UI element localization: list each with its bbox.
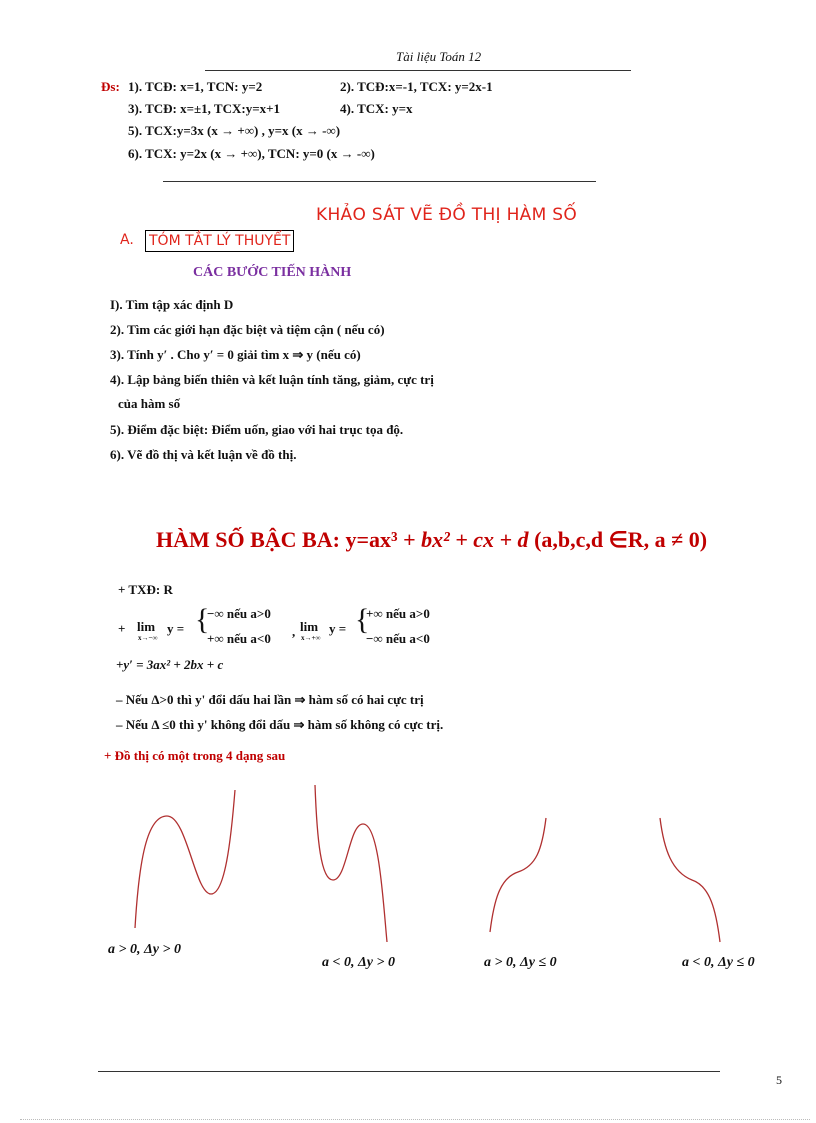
lim-left-y: y = (167, 621, 185, 636)
cubic-title: HÀM SỐ BẬC BA: y=ax³ + bx² + cx + d (a,b,c,d ∈R, a ≠ 0) (156, 527, 708, 552)
lim-left-sub: x→−∞ (138, 634, 158, 642)
cubic-graph-2 (305, 780, 395, 950)
graph-caption-2: a < 0, Δy > 0 (322, 955, 395, 970)
header-rule (205, 70, 631, 71)
cubic-graph-1 (125, 780, 245, 940)
domain-line: + TXĐ: R (118, 582, 173, 597)
lim-comma: , (292, 624, 296, 639)
curve-a-neg-no-extrema (660, 818, 720, 942)
step-3: 3). Tính y′ . Cho y′ = 0 giải tìm x ⇒ y (nếu có) (110, 347, 361, 362)
curve-a-neg-two-extrema (315, 785, 387, 942)
lim-right-word: lim (300, 619, 319, 634)
step-2: 2). Tìm các giới hạn đặc biệt và tiệm cận ( nếu có) (110, 322, 385, 337)
lim-right-y: y = (329, 621, 347, 636)
answer-5: 5). TCX:y=3x (x → +∞) , y=x (x → -∞) (128, 123, 341, 138)
lim-left-brace: { (195, 603, 210, 636)
lim-right-case-1: +∞ nếu a>0 (366, 606, 430, 621)
answers-rule (163, 181, 596, 182)
footer-rule (98, 1071, 720, 1072)
lim-left-word: lim (137, 619, 156, 634)
section-a-label: TÓM TẮT LÝ THUYẾT (145, 230, 294, 252)
header-title: Tài liệu Toán 12 (396, 49, 482, 64)
derivative-line: +y′ = 3ax² + 2bx + c (116, 657, 224, 672)
step-4-cont: của hàm số (118, 396, 181, 411)
lim-left-case-2: +∞ nếu a<0 (207, 631, 271, 646)
graph-caption-1: a > 0, Δy > 0 (108, 942, 181, 957)
section-a-letter: A. (120, 232, 134, 248)
step-6: 6). Vẽ đồ thị và kết luận về đồ thị. (110, 447, 297, 462)
page-bottom-edge (20, 1119, 810, 1120)
cubic-graph-3 (480, 810, 560, 940)
step-4: 4). Lập bảng biến thiên và kết luận tính tăng, giảm, cực trị (110, 372, 434, 387)
lim-left-case-1: −∞ nếu a>0 (207, 606, 271, 621)
lim-right-brace: { (355, 603, 370, 636)
page-number: 5 (776, 1073, 782, 1087)
answer-3: 3). TCĐ: x=±1, TCX:y=x+1 (128, 101, 281, 116)
lim-right-case-2: −∞ nếu a<0 (366, 631, 430, 646)
answer-2: 2). TCĐ:x=-1, TCX: y=2x-1 (340, 79, 493, 94)
answer-6: 6). TCX: y=2x (x → +∞), TCN: y=0 (x → -∞) (128, 146, 375, 161)
answer-label: Đs: (101, 79, 120, 94)
lim-plus: + (118, 621, 126, 636)
curve-a-pos-two-extrema (135, 790, 235, 928)
graph-caption-4: a < 0, Δy ≤ 0 (682, 955, 755, 970)
answer-4: 4). TCX: y=x (340, 101, 413, 116)
cubic-graph-4 (650, 810, 730, 950)
section-title: KHẢO SÁT VẼ ĐỒ THỊ HÀM SỐ (316, 205, 578, 225)
steps-title: CÁC BƯỚC TIẾN HÀNH (193, 265, 352, 280)
case-two-extrema: – Nếu Δ>0 thì y' đổi dấu hai lần ⇒ hàm số có hai cực trị (116, 692, 424, 707)
graph-caption-3: a > 0, Δy ≤ 0 (484, 955, 557, 970)
lim-right-sub: x→+∞ (301, 634, 321, 642)
curve-a-pos-no-extrema (490, 818, 546, 932)
graph-forms-heading: + Đồ thị có một trong 4 dạng sau (104, 748, 286, 763)
step-1: I). Tìm tập xác định D (110, 297, 234, 312)
step-5: 5). Điểm đặc biệt: Điểm uốn, giao với hai trục tọa độ. (110, 422, 404, 437)
case-no-extrema: – Nếu Δ ≤0 thì y' không đổi dấu ⇒ hàm số không có cực trị. (116, 717, 444, 732)
answer-1: 1). TCĐ: x=1, TCN: y=2 (128, 79, 263, 94)
